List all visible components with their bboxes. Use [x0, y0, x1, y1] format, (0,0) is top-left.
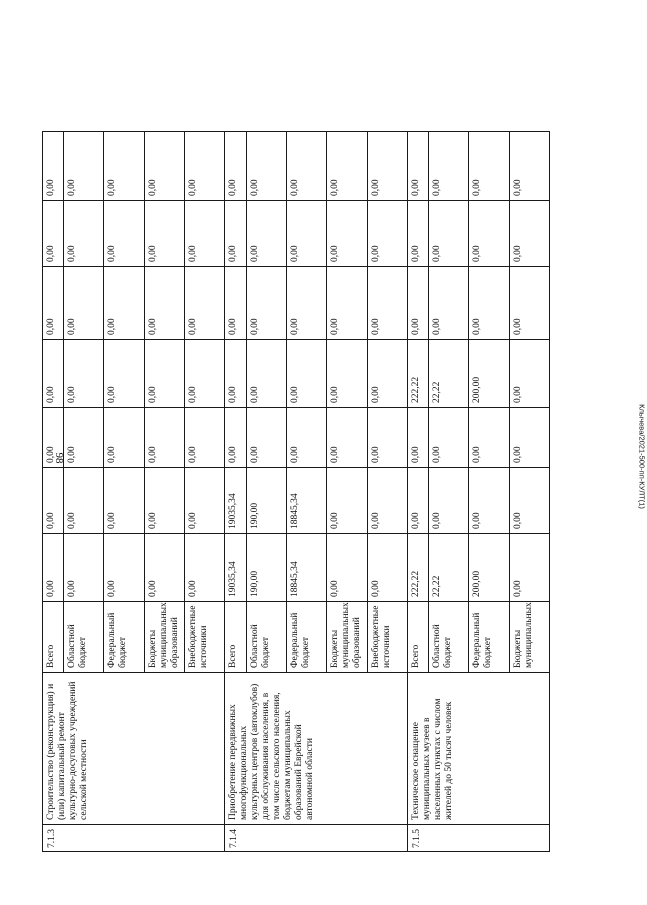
amount-cell: 0,00 [407, 201, 428, 267]
amount-cell: 0,00 [144, 468, 184, 534]
amount-cell: 0,00 [43, 340, 64, 408]
amount-cell: 0,00 [367, 201, 407, 267]
funding-source: Внебюджетные источники [367, 602, 407, 673]
table-body [43, 132, 550, 852]
amount-cell: 22,22 [428, 340, 468, 408]
funding-source: Федеральный бюджет [469, 602, 509, 673]
amount-cell: 0,00 [185, 340, 225, 408]
amount-cell: 0,00 [327, 132, 367, 201]
amount-cell: 0,00 [469, 408, 509, 468]
amount-cell: 0,00 [104, 201, 144, 267]
amount-cell: 0,00 [225, 132, 246, 201]
amount-cell: 0,00 [64, 340, 104, 408]
amount-cell: 0,00 [64, 132, 104, 201]
amount-cell: 0,00 [246, 267, 286, 340]
amount-cell: 0,00 [43, 408, 64, 468]
amount-cell: 0,00 [327, 201, 367, 267]
amount-cell: 0,00 [509, 132, 549, 201]
amount-cell: 0,00 [367, 340, 407, 408]
amount-cell: 0,00 [225, 267, 246, 340]
amount-cell: 0,00 [144, 201, 184, 267]
amount-cell: 0,00 [64, 468, 104, 534]
amount-cell: 0,00 [185, 267, 225, 340]
amount-cell: 0,00 [367, 534, 407, 602]
amount-cell: 190,00 [246, 468, 286, 534]
amount-cell: 19035,34 [225, 534, 246, 602]
amount-cell: 0,00 [286, 267, 326, 340]
budget-table [42, 131, 550, 852]
amount-cell: 0,00 [407, 408, 428, 468]
amount-cell: 222,22 [407, 534, 428, 602]
amount-cell: 0,00 [327, 340, 367, 408]
amount-cell: 0,00 [286, 408, 326, 468]
amount-cell: 0,00 [286, 201, 326, 267]
amount-cell: 0,00 [428, 201, 468, 267]
amount-cell: 0,00 [509, 468, 549, 534]
amount-cell: 0,00 [185, 408, 225, 468]
amount-cell: 222,22 [407, 340, 428, 408]
amount-cell: 0,00 [43, 267, 64, 340]
amount-cell: 0,00 [509, 201, 549, 267]
amount-cell: 0,00 [327, 267, 367, 340]
amount-cell: 22,22 [428, 534, 468, 602]
amount-cell: 0,00 [367, 468, 407, 534]
amount-cell: 0,00 [509, 267, 549, 340]
amount-cell: 0,00 [144, 132, 184, 201]
rotated-table-wrapper [42, 132, 550, 852]
amount-cell: 18845,34 [286, 468, 326, 534]
amount-cell: 0,00 [225, 408, 246, 468]
table-row [407, 132, 428, 852]
amount-cell: 0,00 [64, 408, 104, 468]
amount-cell: 0,00 [64, 534, 104, 602]
funding-source: Федеральный бюджет [104, 602, 144, 673]
section-title: Приобретение передвижных многофункциональных культурных центров (автоклубов) для обслуживания населения, в том числе сельского населения, бюджетам муниципальных образований Еврейской автономной области [225, 673, 407, 825]
amount-cell: 0,00 [43, 132, 64, 201]
amount-cell: 0,00 [469, 468, 509, 534]
section-title: Техническое оснащение муниципальных музеев в населенных пунктах с числом жителей до 50 тысяч человек [407, 673, 549, 825]
amount-cell: 0,00 [509, 408, 549, 468]
amount-cell: 0,00 [225, 201, 246, 267]
funding-source: Всего [407, 602, 428, 673]
amount-cell: 0,00 [64, 267, 104, 340]
funding-source: Бюджеты муниципальных [509, 602, 549, 673]
table-row [225, 132, 246, 852]
amount-cell: 0,00 [43, 468, 64, 534]
footer-stamp: Клычева/2021-500-пп-КУЛТ(1) [637, 404, 647, 509]
amount-cell: 0,00 [144, 408, 184, 468]
amount-cell: 0,00 [64, 201, 104, 267]
amount-cell: 0,00 [43, 534, 64, 602]
amount-cell: 0,00 [185, 201, 225, 267]
amount-cell: 0,00 [104, 468, 144, 534]
funding-source: Всего [225, 602, 246, 673]
table-row [43, 132, 64, 852]
section-code: 7.1.3 [43, 825, 225, 852]
amount-cell: 0,00 [407, 132, 428, 201]
amount-cell: 0,00 [246, 201, 286, 267]
amount-cell: 0,00 [367, 132, 407, 201]
amount-cell: 0,00 [469, 132, 509, 201]
funding-source: Внебюджетные источники [185, 602, 225, 673]
amount-cell: 0,00 [327, 408, 367, 468]
amount-cell: 0,00 [104, 340, 144, 408]
amount-cell: 0,00 [225, 340, 246, 408]
amount-cell: 0,00 [428, 132, 468, 201]
amount-cell: 0,00 [104, 132, 144, 201]
amount-cell: 0,00 [144, 267, 184, 340]
amount-cell: 0,00 [327, 468, 367, 534]
amount-cell: 18845,34 [286, 534, 326, 602]
amount-cell: 0,00 [327, 534, 367, 602]
funding-source: Областной бюджет [246, 602, 286, 673]
amount-cell: 0,00 [104, 267, 144, 340]
amount-cell: 0,00 [367, 408, 407, 468]
page-number: 98 [53, 452, 65, 464]
section-code: 7.1.4 [225, 825, 407, 852]
amount-cell: 0,00 [469, 201, 509, 267]
amount-cell: 0,00 [104, 408, 144, 468]
funding-source: Областной бюджет [428, 602, 468, 673]
amount-cell: 0,00 [367, 267, 407, 340]
amount-cell: 200,00 [469, 340, 509, 408]
amount-cell: 0,00 [43, 201, 64, 267]
amount-cell: 0,00 [144, 534, 184, 602]
amount-cell: 0,00 [286, 340, 326, 408]
amount-cell: 0,00 [246, 408, 286, 468]
funding-source: Бюджеты муниципальных образований [144, 602, 184, 673]
amount-cell: 190,00 [246, 534, 286, 602]
funding-source: Бюджеты муниципальных образований [327, 602, 367, 673]
funding-source: Федеральный бюджет [286, 602, 326, 673]
amount-cell: 0,00 [407, 468, 428, 534]
amount-cell: 200,00 [469, 534, 509, 602]
amount-cell: 0,00 [185, 132, 225, 201]
amount-cell: 0,00 [246, 340, 286, 408]
funding-source: Областной бюджет [64, 602, 104, 673]
amount-cell: 0,00 [246, 132, 286, 201]
amount-cell: 0,00 [428, 408, 468, 468]
amount-cell: 0,00 [286, 132, 326, 201]
amount-cell: 0,00 [407, 267, 428, 340]
amount-cell: 0,00 [104, 534, 144, 602]
amount-cell: 0,00 [185, 468, 225, 534]
funding-source: Всего [43, 602, 64, 673]
section-code: 7.1.5 [407, 825, 549, 852]
section-title: Строительство (реконструкция) и (или) капитальный ремонт культурно-досуговых учреждений сельской местности [43, 673, 225, 825]
amount-cell: 19035,34 [225, 468, 246, 534]
amount-cell: 0,00 [428, 468, 468, 534]
amount-cell: 0,00 [428, 267, 468, 340]
amount-cell: 0,00 [144, 340, 184, 408]
amount-cell: 0,00 [509, 534, 549, 602]
amount-cell: 0,00 [185, 534, 225, 602]
amount-cell: 0,00 [509, 340, 549, 408]
amount-cell: 0,00 [469, 267, 509, 340]
